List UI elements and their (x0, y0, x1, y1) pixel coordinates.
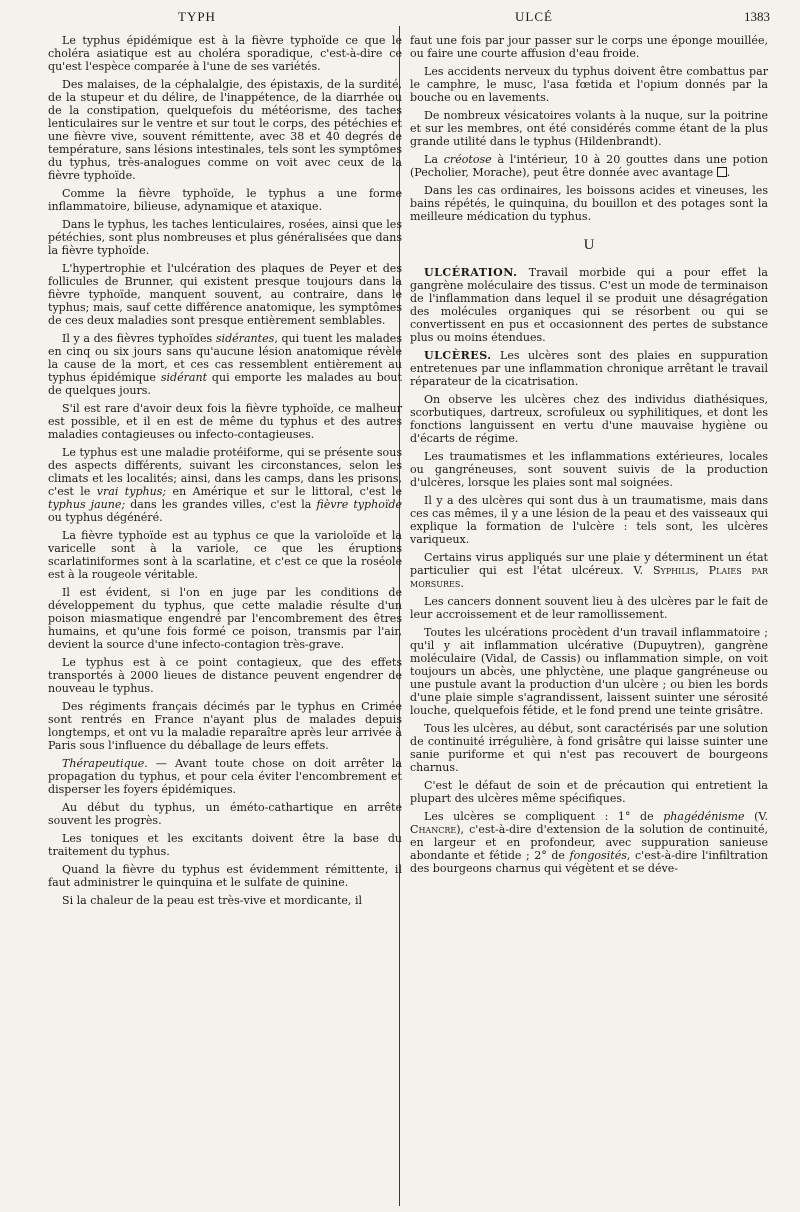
paragraph: Les traumatismes et les inflammations extérieures, locales ou gangréneuses, sont souvent suivis de la production d'ulcères, lorsque les plaies sont mal soignées. (410, 450, 768, 489)
paragraph: Si la chaleur de la peau est très-vive et mordicante, il (62, 894, 363, 907)
paragraph: On observe les ulcères chez des individus diathésiques, scorbutiques, dartreux, scrofuleux ou syphilitiques, et dont les fonctions languissent en vertu d'une mauvaise hygiène ou d'écarts de régime. (410, 393, 768, 445)
paragraph: Quand la fièvre du typhus est évidemment rémittente, il faut administrer le quinquina et le sulfate de quinine. (48, 863, 402, 889)
paragraph: Les ulcères se compliquent : 1° de phagédénisme (V. Chancre), c'est-à-dire d'extension de la solution de continuité, en largeur et en profondeur, avec suppuration sanieuse abondante et fétide ; 2° de fongosités, c'est-à-dire l'infiltration des bourgeons charnus qui végètent et se déve- (410, 810, 769, 875)
paragraph: C'est le défaut de soin et de précaution qui entretient la plupart des ulcères même spécifiques. (410, 779, 768, 805)
paragraph: Les accidents nerveux du typhus doivent être combattus par le camphre, le musc, l'asa fœtida et l'opium donnés par la bouche ou en lavements. (410, 65, 768, 104)
paragraph: Il est évident, si l'on en juge par les conditions de développement du typhus, que cette maladie résulte d'un poison miasmatique engendré par l'encombrement des êtres humains, et qu'une fois formé ce poison, transmis par l'air, devient la source d'une infecto-contagion très-grave. (48, 586, 402, 651)
paragraph: Dans les cas ordinaires, les boissons acides et vineuses, les bains répétés, le quinquina, du bouillon et des potages sont la meilleure médication du typhus. (410, 184, 768, 223)
paragraph: Dans le typhus, les taches lenticulaires, rosées, ainsi que les pétéchies, sont plus nombreuses et plus généralisées que dans la fièvre typhoïde. (48, 218, 402, 257)
paragraph: La fièvre typhoïde est au typhus ce que la varioloïde et la varicelle sont à la variole, ce que les éruptions scarlatiniformes sont à la scarlatine, et c'est ce que la roséole est à la rougeole véritable. (48, 529, 402, 581)
paragraph: faut une fois par jour passer sur le corps une éponge mouillée, ou faire une courte affusion d'eau froide. (410, 34, 768, 60)
entry-ulceration: ULCÉRATION. Travail morbide qui a pour effet la gangrène moléculaire des tissus. C'est un mode de terminaison de l'inflammation dans lequel il se produit une désagrégation des molécules organiques qui se résorbent ou qui se convertissent en pus et occasionnent des pertes de substance plus ou moins étendues. (410, 266, 768, 344)
paragraph: La créotose à l'intérieur, 10 à 20 gouttes dans une potion (Pecholier, Morache), peut être donnée avec avantage . (410, 153, 769, 179)
paragraph: S'il est rare d'avoir deux fois la fièvre typhoïde, ce malheur est possible, et il en est de même du typhus et des autres maladies contagieuses ou infecto-contagieuses. (48, 402, 402, 441)
entry-headword: ULCÈRES. (424, 349, 492, 362)
paragraph: Les toniques et les excitants doivent être la base du traitement du typhus. (48, 832, 402, 858)
paragraph: Certains virus appliqués sur une plaie y déterminent un état particulier qui est l'état ulcéreux. V. Syphilis, Plaies par morsures. (410, 551, 769, 590)
paragraph: Au début du typhus, un éméto-cathartique en arrête souvent les progrès. (48, 801, 402, 827)
paragraph: L'hypertrophie et l'ulcération des plaques de Peyer et des follicules de Brunner, qui existent presque toujours dans la fièvre typhoïde, manquent souvent, au contraire, dans le typhus; mais, sauf cette différence anatomique, les symptômes de ces deux maladies sont presque entièrement semblables. (48, 262, 402, 327)
paragraph: Comme la fièvre typhoïde, le typhus a une forme inflammatoire, bilieuse, adynamique et ataxique. (48, 187, 402, 213)
paragraph: Le typhus est une maladie protéiforme, qui se présente sous des aspects différents, suivant les circonstances, selon les climats et les localités; ainsi, dans les camps, dans les prisons, c'est le vrai typhus; en Amérique et sur le littoral, c'est le typhus jaune; dans les grandes villes, c'est la fièvre typhoïde ou typhus dégénéré. (48, 446, 402, 524)
square-symbol-icon (717, 167, 727, 177)
paragraph: Tous les ulcères, au début, sont caractérisés par une solution de continuité irrégulière, à fond grisâtre qui laisse suinter une sanie puriforme et qui n'est pas recouvert de bourgeons charnus. (410, 722, 768, 774)
cross-reference: Syphilis, Plaies par morsures. (410, 564, 769, 590)
paragraph: Il y a des fièvres typhoïdes sidérantes, qui tuent les malades en cinq ou six jours sans qu'aucune lésion anatomique révèle la cause de la mort, et ces cas ressemblent entièrement au typhus épidémique sidérant qui emporte les malades au bout de quelques jours. (48, 332, 402, 397)
header-right-word: ULCÉ (515, 9, 553, 24)
left-column (48, 34, 402, 912)
paragraph: Il y a des ulcères qui sont dus à un traumatisme, mais dans ces cas mêmes, il y a une lésion de la peau et des vaisseaux qui explique la formation de l'ulcère : tels sont, les ulcères variqueux. (410, 494, 768, 546)
entry-headword: ULCÉRATION. (424, 266, 518, 279)
paragraph: Toutes les ulcérations procèdent d'un travail inflammatoire ; qu'il y ait inflammation ulcérative (Dupuytren), gangrène moléculaire (Vidal, de Cassis) ou inflammation simple, on voit toujours un abcès, une phlyctène, une plaque gangréneuse ou une pustule avant la production d'un ulcère ; ou bien les bords d'une plaie simple s'agrandissent, laissent suinter une sérosité louche, quelquefois fétide, et le fond prend une teinte grisâtre. (410, 626, 768, 717)
page-number: 1383 (744, 9, 770, 24)
running-header (0, 9, 800, 31)
header-left-word: TYPH (178, 9, 216, 24)
section-letter: U (583, 237, 595, 253)
entry-ulceres: ULCÈRES. Les ulcères sont des plaies en suppuration entretenues par une inflammation chronique arrêtant le travail réparateur de la cicatrisation. (410, 349, 768, 388)
paragraph: Des malaises, de la céphalalgie, des épistaxis, de la surdité, de la stupeur et du délire, de l'inappétence, de la diarrhée ou de la constipation, quelquefois du météorisme, des taches lenticulaires sur le ventre et sur tout le corps, des pétéchies et une fièvre vive, souvent rémittente, avec 38 et 40 degrés de température, sans lésions intestinales, tels sont les symptômes du typhus, très-analogues comme on voit avec ceux de la fièvre typhoïde. (48, 78, 402, 182)
paragraph: Les cancers donnent souvent lieu à des ulcères par le fait de leur accroissement et de leur ramollissement. (410, 595, 768, 621)
paragraph: Des régiments français décimés par le typhus en Crimée sont rentrés en France n'ayant plus de malades depuis longtemps, et ont vu la maladie reparaître après leur arrivée à Paris sous l'influence du déballage de leurs effets. (48, 700, 402, 752)
paragraph: De nombreux vésicatoires volants à la nuque, sur la poitrine et sur les membres, ont été considérés comme étant de la plus grande utilité dans le typhus (Hildenbrandt). (410, 109, 768, 148)
paragraph: Le typhus est à ce point contagieux, que des effets transportés à 2000 lieues de distance peuvent engendrer de nouveau le typhus. (48, 656, 402, 695)
paragraph: Thérapeutique. — Avant toute chose on doit arrêter la propagation du typhus, et pour cela éviter l'encombrement et disperser les foyers épidémiques. (48, 757, 402, 796)
paragraph: Le typhus épidémique est à la fièvre typhoïde ce que le choléra asiatique est au choléra sporadique, c'est-à-dire ce qu'est l'espèce comparée à l'une de ses variétés. (48, 34, 402, 73)
cross-reference: Chancre (410, 823, 457, 836)
right-column (410, 34, 768, 880)
